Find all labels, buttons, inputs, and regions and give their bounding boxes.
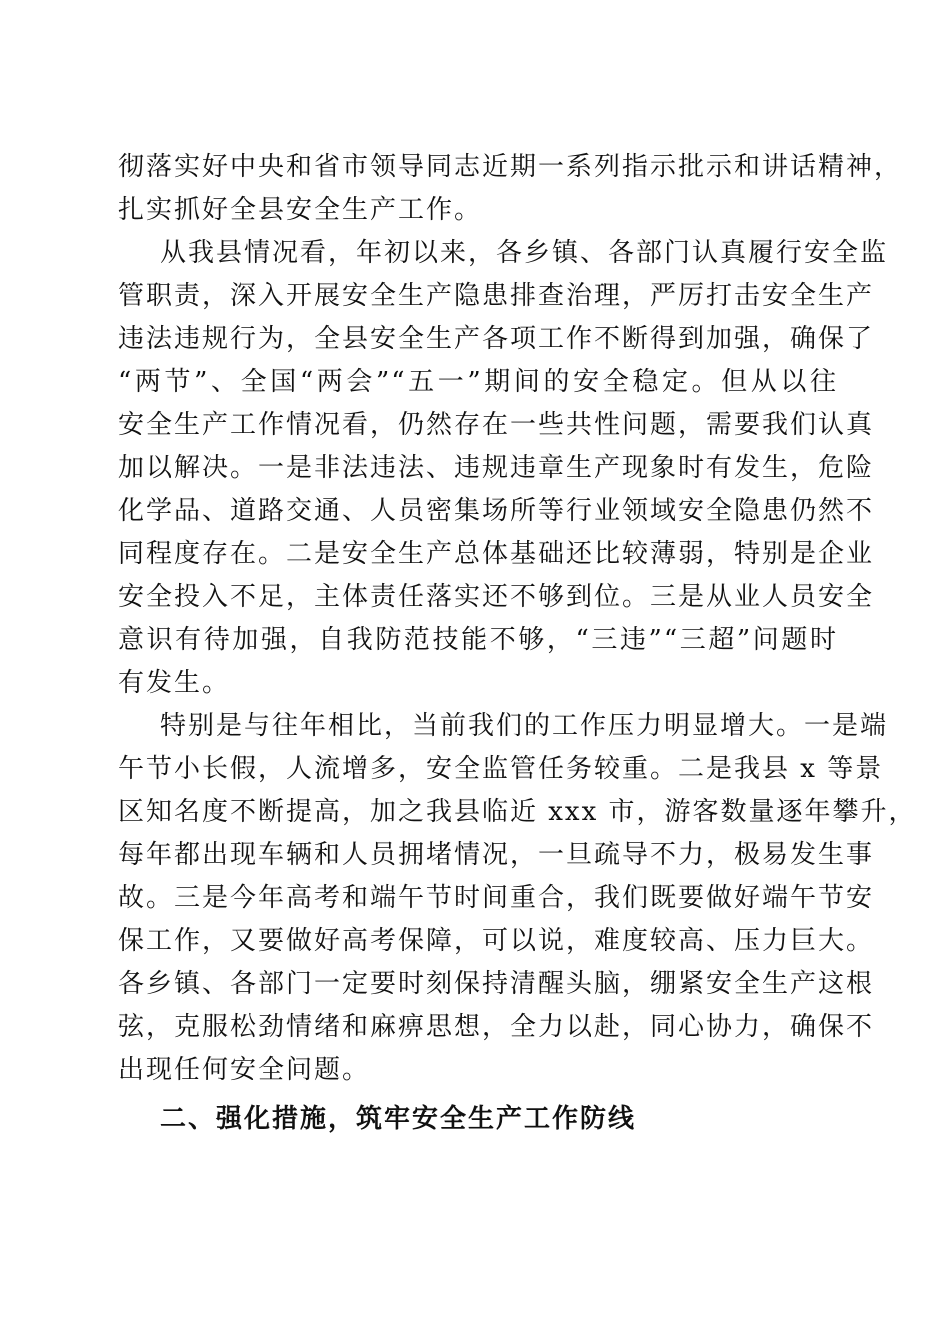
text-line: 扎实抓好全县安全生产工作。: [118, 195, 483, 225]
text-line: 区知名度不断提高，加之我县临近 xxx 市，游客数量逐年攀升，: [118, 797, 917, 827]
section-heading: 二、强化措施，筑牢安全生产工作防线: [160, 1104, 637, 1134]
text-line: 出现任何安全问题。: [118, 1055, 371, 1085]
text-line: 同程度存在。二是安全生产总体基础还比较薄弱，特别是企业: [118, 539, 875, 569]
text-line: 安全投入不足，主体责任落实还不够到位。三是从业人员安全: [118, 582, 875, 612]
text-line: 化学品、道路交通、人员密集场所等行业领域安全隐患仍然不: [118, 496, 875, 526]
text-line: “两节”、全国“两会”“五一”期间的安全稳定。但从以往: [118, 367, 838, 397]
text-line: 安全生产工作情况看，仍然存在一些共性问题，需要我们认真: [118, 410, 875, 440]
paragraph-first-line: 特别是与往年相比，当前我们的工作压力明显增大。一是端: [160, 711, 889, 741]
text-line: 加以解决。一是非法违法、违规违章生产现象时有发生，危险: [118, 453, 875, 483]
text-line: 有发生。: [118, 668, 231, 698]
paragraph-first-line: 从我县情况看，年初以来，各乡镇、各部门认真履行安全监: [160, 238, 889, 268]
text-line: 弦，克服松劲情绪和麻痹思想，全力以赴，同心协力，确保不: [118, 1012, 875, 1042]
text-line: 每年都出现车辆和人员拥堵情况，一旦疏导不力，极易发生事: [118, 840, 875, 870]
text-line: 意识有待加强，自我防范技能不够，“三违”“三超”问题时: [118, 625, 838, 655]
text-line: 彻落实好中央和省市领导同志近期一系列指示批示和讲话精神，: [118, 152, 903, 182]
text-line: 管职责，深入开展安全生产隐患排查治理，严厉打击安全生产: [118, 281, 875, 311]
text-line: 午节小长假，人流增多，安全监管任务较重。二是我县 x 等景: [118, 754, 884, 784]
text-line: 故。三是今年高考和端午节时间重合，我们既要做好端午节安: [118, 883, 875, 913]
text-line: 保工作，又要做好高考保障，可以说，难度较高、压力巨大。: [118, 926, 875, 956]
text-line: 违法违规行为，全县安全生产各项工作不断得到加强，确保了: [118, 324, 875, 354]
text-line: 各乡镇、各部门一定要时刻保持清醒头脑，绷紧安全生产这根: [118, 969, 875, 999]
